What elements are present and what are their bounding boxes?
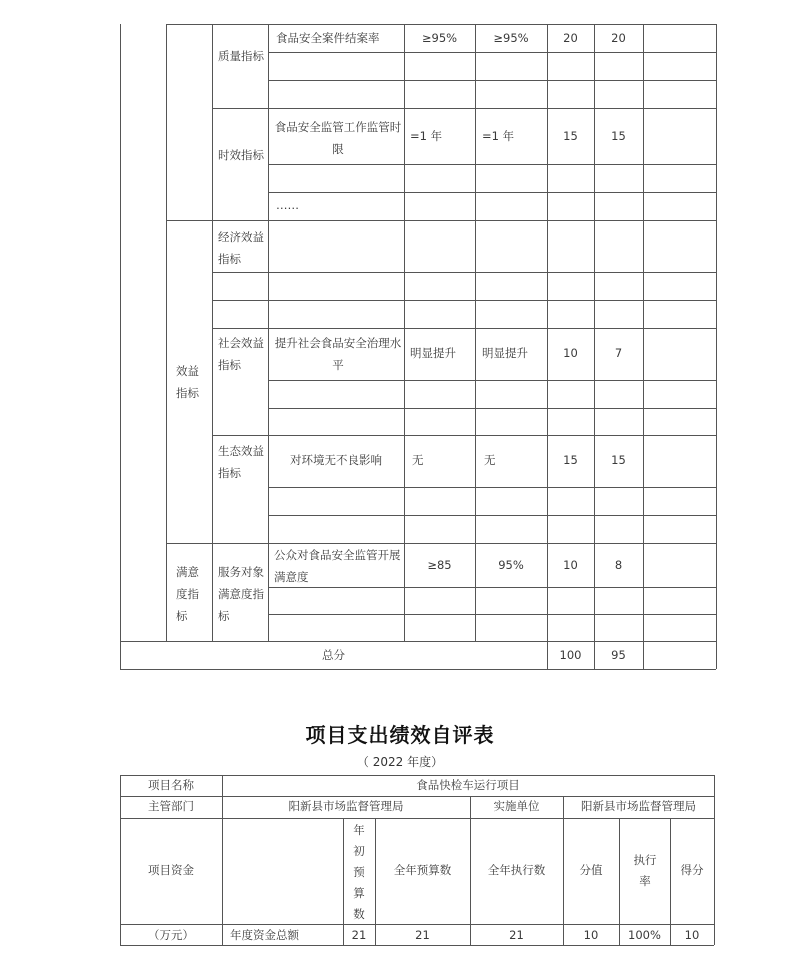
table-divider	[166, 543, 716, 544]
table-divider	[268, 52, 716, 53]
table-divider	[212, 328, 716, 329]
social-weight: 10	[563, 346, 578, 360]
annual-exec-value: 21	[509, 928, 524, 942]
total-weight: 100	[559, 648, 582, 662]
total-label: 总分	[322, 648, 345, 662]
exec-rate-header: 执行率	[633, 853, 657, 888]
quality-actual: ≥95%	[493, 31, 529, 45]
timeliness-weight: 15	[563, 129, 578, 143]
satisfaction-indicator: 公众对食品安全监管开展满意度	[274, 548, 401, 584]
section-year: （ 2022 年度）	[356, 755, 444, 769]
project-name-label: 项目名称	[148, 778, 194, 792]
table-divider	[643, 24, 644, 669]
satisfaction-actual: 95%	[498, 558, 524, 572]
quality-weight: 20	[563, 31, 578, 45]
score-value: 10	[684, 928, 700, 942]
quality-score: 20	[611, 31, 626, 45]
table-divider	[212, 435, 716, 436]
table-divider	[268, 408, 716, 409]
social-indicator: 提升社会食品安全治理水平	[274, 336, 402, 372]
initial-budget-header: 年初预算数	[353, 823, 365, 921]
annual-exec-header: 全年执行数	[487, 863, 546, 877]
table-divider	[212, 108, 716, 109]
annual-budget-value: 21	[415, 928, 430, 942]
social-score: 7	[614, 346, 623, 360]
table-border	[714, 775, 715, 945]
annual-total-label: 年度资金总额	[230, 928, 299, 942]
timeliness-actual: =1 年	[482, 129, 515, 143]
table-divider	[212, 272, 716, 273]
table-divider	[268, 24, 269, 641]
table-border	[716, 24, 717, 669]
ecological-category: 生态效益指标	[218, 444, 264, 480]
table-border	[120, 24, 121, 669]
benefit-group-label: 效益指标	[176, 364, 199, 400]
table-divider	[166, 220, 716, 221]
timeliness-ellipsis: ……	[276, 198, 299, 212]
annual-budget-header: 全年预算数	[393, 863, 452, 877]
social-actual: 明显提升	[482, 346, 528, 360]
table-divider	[475, 24, 476, 641]
satisfaction-category: 服务对象满意度指标	[218, 565, 264, 623]
table-divider	[268, 192, 716, 193]
table-divider	[404, 24, 405, 641]
table-divider	[120, 818, 714, 819]
table-divider	[268, 515, 716, 516]
impl-value: 阳新县市场监督管理局	[581, 799, 696, 813]
table-divider	[268, 487, 716, 488]
dept-value: 阳新县市场监督管理局	[288, 799, 404, 813]
table-divider	[166, 24, 167, 641]
unit-label: （万元）	[148, 928, 194, 942]
ecological-score: 15	[611, 453, 626, 467]
satisfaction-group-label: 满意度指标	[176, 565, 199, 623]
fund-label: 项目资金	[148, 863, 194, 877]
quality-category: 质量指标	[218, 49, 264, 63]
timeliness-indicator: 食品安全监管工作监管时限	[274, 120, 402, 156]
exec-rate-value: 100%	[628, 928, 661, 942]
timeliness-target: =1 年	[410, 129, 443, 143]
total-score: 95	[611, 648, 626, 662]
timeliness-category: 时效指标	[218, 148, 264, 162]
satisfaction-weight: 10	[563, 558, 578, 572]
ecological-indicator: 对环境无不良影响	[290, 453, 382, 467]
quality-target: ≥95%	[421, 31, 458, 45]
table-border	[120, 669, 716, 670]
social-target: 明显提升	[410, 346, 456, 360]
satisfaction-score: 8	[614, 558, 623, 572]
section-title: 项目支出绩效自评表	[305, 723, 495, 747]
project-name: 食品快检车运行项目	[416, 778, 520, 792]
ecological-actual: 无	[484, 453, 496, 467]
social-category: 社会效益指标	[218, 336, 264, 372]
table-divider	[268, 80, 716, 81]
dept-label: 主管部门	[148, 799, 194, 813]
table-divider	[212, 300, 716, 301]
satisfaction-target: ≥85	[427, 558, 452, 572]
quality-indicator: 食品安全案件结案率	[276, 31, 380, 45]
table-divider	[120, 641, 716, 642]
weight-value: 10	[583, 928, 599, 942]
economic-category: 经济效益指标	[218, 230, 264, 266]
weight-header: 分值	[579, 863, 603, 877]
table-divider	[268, 380, 716, 381]
score-header: 得分	[680, 863, 704, 877]
table-divider	[268, 614, 716, 615]
table-divider	[268, 164, 716, 165]
table-divider	[166, 24, 716, 25]
ecological-weight: 15	[563, 453, 578, 467]
impl-label: 实施单位	[493, 799, 540, 813]
table-divider	[212, 24, 213, 641]
initial-budget-value: 21	[351, 928, 367, 942]
timeliness-score: 15	[611, 129, 626, 143]
ecological-target: 无	[412, 453, 424, 467]
